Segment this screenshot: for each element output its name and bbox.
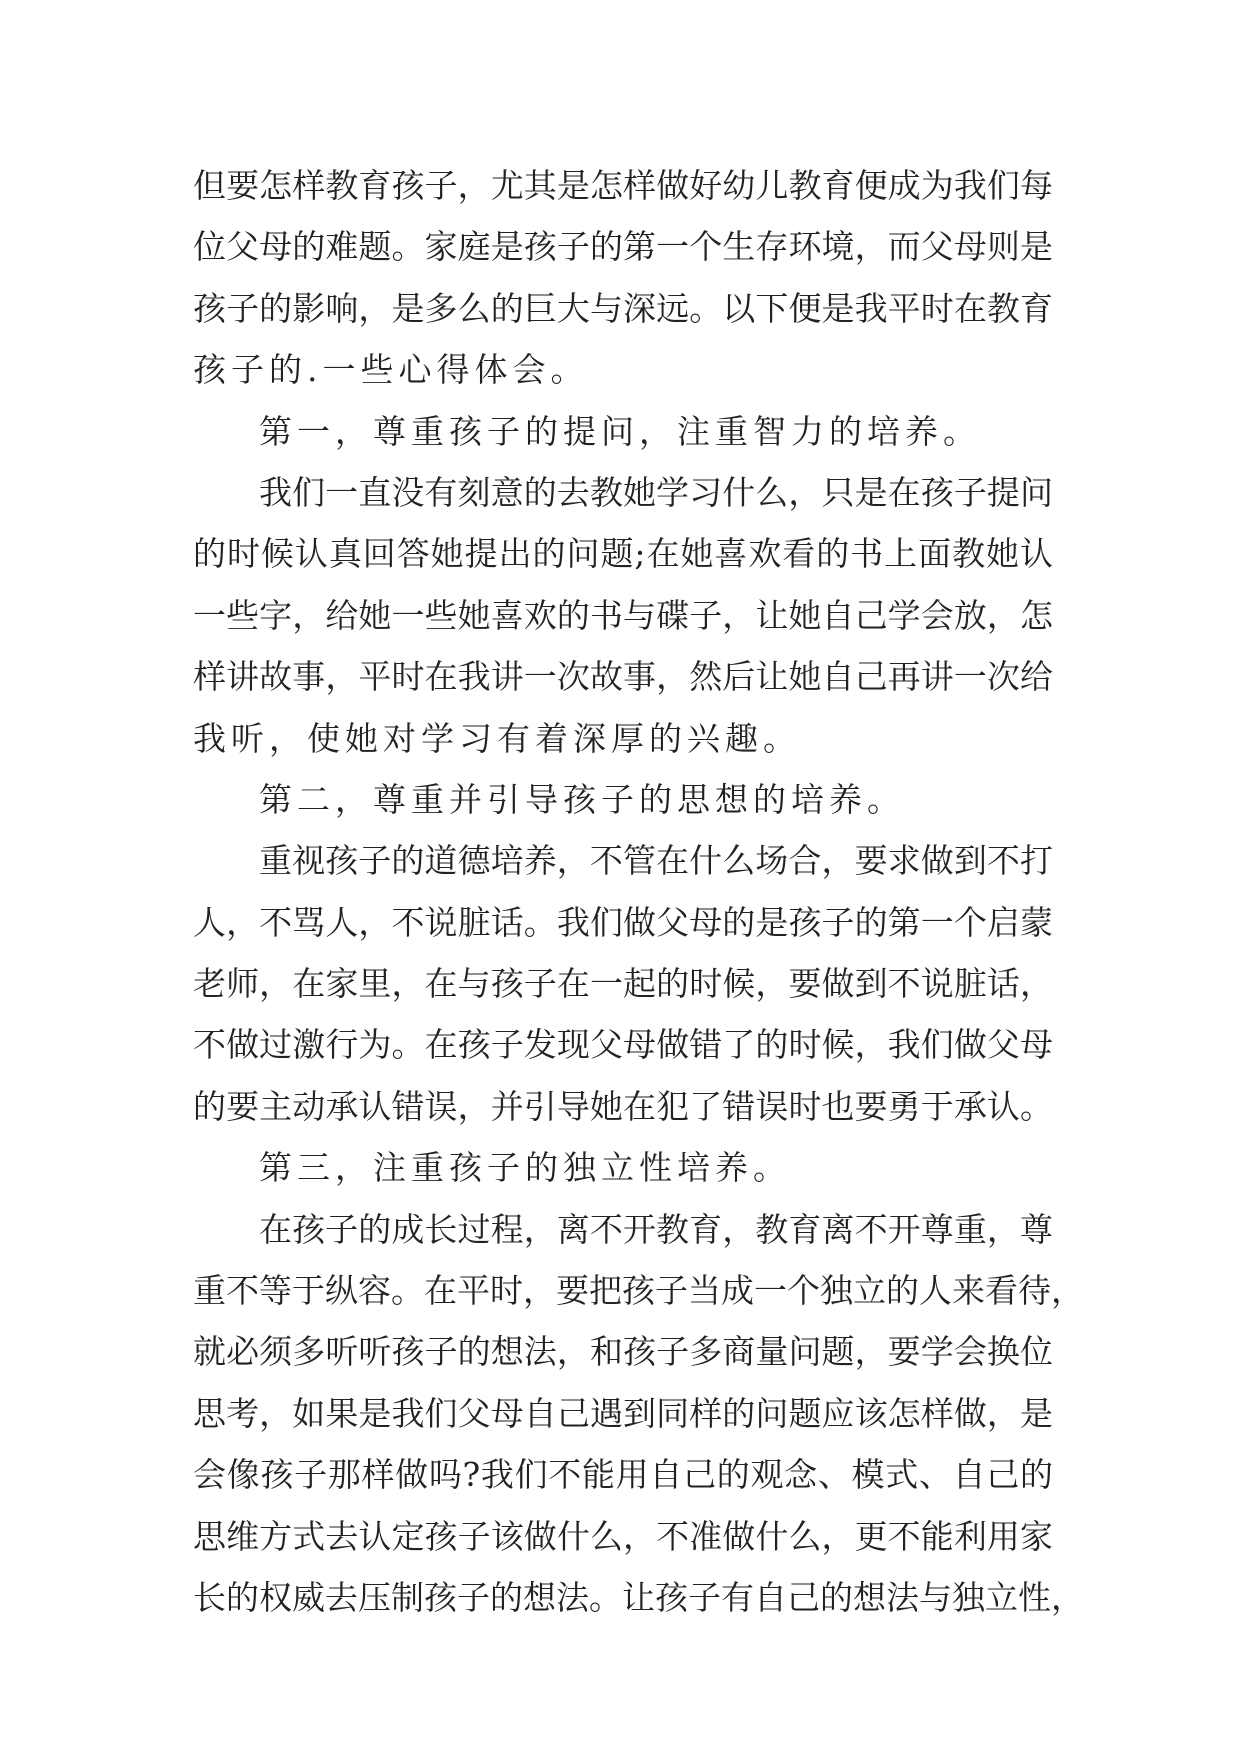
body-line-24: 长的权威去压制孩子的想法。让孩子有自己的想法与独立性， — [193, 1577, 1084, 1617]
body-line-2: 位父母的难题。家庭是孩子的第一个生存环境，而父母则是 — [193, 227, 1053, 267]
section-heading-1: 第一，尊重孩子的提问，注重智力的培养。 — [259, 411, 981, 451]
body-line-9: 样讲故事，平时在我讲一次故事，然后让她自己再讲一次给 — [193, 657, 1053, 697]
body-line-4: 孩子的.一些心得体会。 — [193, 350, 589, 390]
document-body — [193, 155, 1084, 1628]
body-line-19: 重不等于纵容。在平时，要把孩子当成一个独立的人来看待， — [193, 1271, 1084, 1311]
body-line-13: 人，不骂人，不说脏话。我们做父母的是孩子的第一个启蒙 — [193, 902, 1053, 942]
body-line-23: 思维方式去认定孩子该做什么，不准做什么，更不能利用家 — [193, 1516, 1053, 1556]
section-heading-2: 第二，尊重并引导孩子的思想的培养。 — [259, 779, 905, 819]
body-line-15: 不做过激行为。在孩子发现父母做错了的时候，我们做父母 — [193, 1025, 1053, 1065]
body-line-21: 思考，如果是我们父母自己遇到同样的问题应该怎样做，是 — [193, 1393, 1053, 1433]
section-heading-3: 第三，注重孩子的独立性培养。 — [259, 1148, 791, 1188]
body-line-12: 重视孩子的道德培养，不管在什么场合，要求做到不打 — [259, 841, 1053, 881]
body-line-14: 老师，在家里，在与孩子在一起的时候，要做到不说脏话， — [193, 964, 1053, 1004]
body-line-10: 我听，使她对学习有着深厚的兴趣。 — [193, 718, 801, 758]
body-line-3: 孩子的影响，是多么的巨大与深远。以下便是我平时在教育 — [193, 288, 1053, 328]
body-line-7: 的时候认真回答她提出的问题;在她喜欢看的书上面教她认 — [193, 534, 1053, 574]
body-line-22: 会像孩子那样做吗?我们不能用自己的观念、模式、自己的 — [193, 1455, 1053, 1495]
body-line-20: 就必须多听听孩子的想法，和孩子多商量问题，要学会换位 — [193, 1332, 1053, 1372]
body-line-18: 在孩子的成长过程，离不开教育，教育离不开尊重，尊 — [259, 1209, 1053, 1249]
body-line-8: 一些字，给她一些她喜欢的书与碟子，让她自己学会放，怎 — [193, 595, 1053, 635]
body-line-1: 但要怎样教育孩子，尤其是怎样做好幼儿教育便成为我们每 — [193, 166, 1053, 205]
body-line-16: 的要主动承认错误，并引导她在犯了错误时也要勇于承认。 — [193, 1086, 1053, 1126]
body-line-6: 我们一直没有刻意的去教她学习什么，只是在孩子提问 — [259, 472, 1053, 512]
